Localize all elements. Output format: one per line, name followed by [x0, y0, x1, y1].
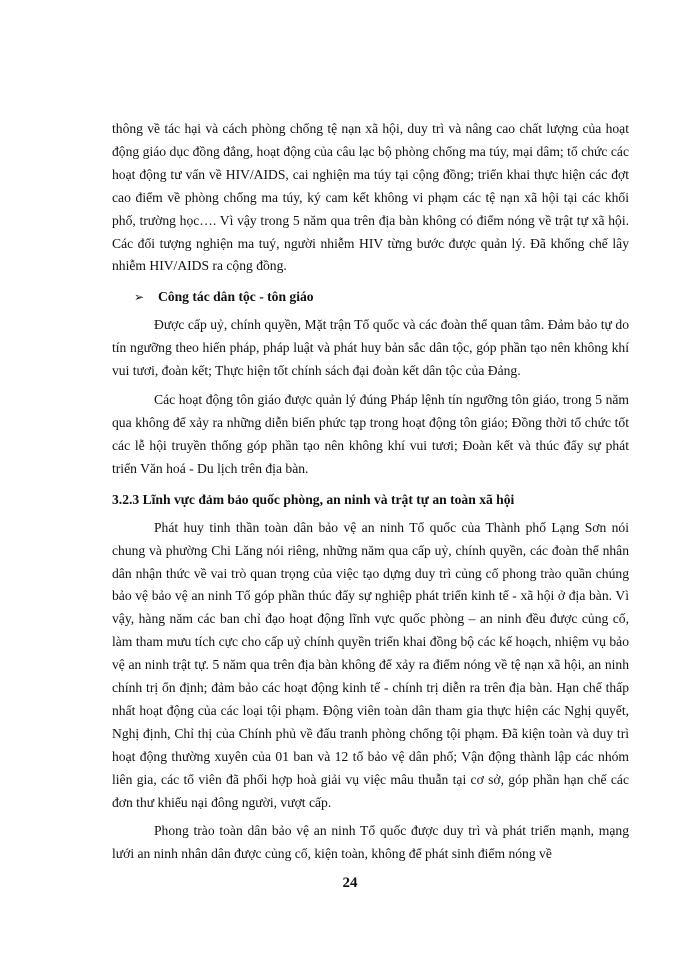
arrow-bullet-icon: ➢: [134, 290, 145, 305]
document-page: [112, 118, 629, 866]
ethnic-religion-paragraph-2: Các hoạt động tôn giáo được quản lý đúng Pháp lệnh tín ngưỡng tôn giáo, trong 5 năm qua không để xảy ra những diễn biến phức tạp trong hoạt động tôn giáo; Đồng thời tổ chức tốt các lễ hội truyền thống góp phần tạo nên không khí vui tươi; Đoàn kết và thúc đẩy sự phát triển Văn hoá - Du lịch trên địa bàn.: [112, 392, 629, 476]
ethnic-religion-heading: [112, 286, 629, 308]
intro-paragraph: thông về tác hại và cách phòng chống tệ nạn xã hội, duy trì và nâng cao chất lượng của hoạt động giáo dục đồng đẳng, hoạt động của câu lạc bộ phòng chống ma túy, mại dâm; tổ chức các hoạt động tư vấn về HIV/AIDS, cai nghiện ma túy tại cộng đồng; triển khai thực hiện các đợt cao điểm về phòng chống ma túy, ký cam kết không vi phạm các tệ nạn xã hội tại các khối phố, trường học…. Vì vậy trong 5 năm qua trên địa bàn không có điểm nóng về trật tự xã hội. Các đối tượng nghiện ma tuý, người nhiễm HIV từng bước được quản lý. Đã khống chế lây nhiễm HIV/AIDS ra cộng đồng.: [112, 121, 629, 274]
security-paragraph-2: Phong trào toàn dân bảo vệ an ninh Tổ quốc được duy trì và phát triển mạnh, mạng lưới an ninh nhân dân được củng cố, kiện toàn, không để phát sinh điểm nóng về: [112, 823, 629, 862]
ethnic-religion-heading-text: Công tác dân tộc - tôn giáo: [158, 289, 314, 305]
ethnic-religion-paragraph-1: Được cấp uỷ, chính quyền, Mặt trận Tổ quốc và các đoàn thể quan tâm. Đảm bảo tự do tín ngưỡng theo hiến pháp, pháp luật và phát huy bản sắc dân tộc, góp phần tạo nên không khí vui tươi, đoàn kết; Thực hiện tốt chính sách đại đoàn kết dân tộc của Đảng.: [112, 317, 629, 379]
security-section-heading: 3.2.3 Lĩnh vực đảm bảo quốc phòng, an ninh và trật tự an toàn xã hội: [112, 491, 515, 507]
page-number: 24: [342, 875, 358, 891]
security-paragraph-1: Phát huy tinh thần toàn dân bảo vệ an ninh Tổ quốc của Thành phố Lạng Sơn nói chung và phường Chi Lăng nói riêng, những năm qua cấp uỷ, chính quyền, các đoàn thể nhân dân nhận thức về vai trò quan trọng của việc tạo dựng duy trì củng cố phong trào quần chúng bảo vệ bảo vệ an ninh Tổ góp phần thúc đẩy sự nghiệp phát triển kinh tế - xã hội ở địa bàn. Vì vậy, hàng năm các ban chỉ đạo hoạt động lĩnh vực quốc phòng – an ninh đều được củng cố, làm tham mưu tích cực cho cấp uỷ chính quyền triển khai đồng bộ các kế hoạch, nhiệm vụ bảo vệ an ninh trật tự. 5 năm qua trên địa bàn không để xảy ra điểm nóng về tệ nạn xã hội, an ninh chính trị ổn định; đảm bảo các hoạt động kinh tế - chính trị diễn ra trên địa bàn. Hạn chế thấp nhất hoạt động của các loại tội phạm. Động viên toàn dân tham gia thực hiện các Nghị quyết, Nghị định, Chỉ thị của Chính phủ về đấu tranh phòng chống tội phạm. Đã kiện toàn và duy trì hoạt động thường xuyên của 01 ban và 12 tổ bảo vệ dân phố; Vận động thành lập các nhóm liên gia, các tổ viên đã phối hợp hoà giải vụ việc mâu thuẫn tại cơ sở, góp phần hạn chế các đơn thư khiếu nại đông người, vượt cấp.: [112, 519, 629, 810]
